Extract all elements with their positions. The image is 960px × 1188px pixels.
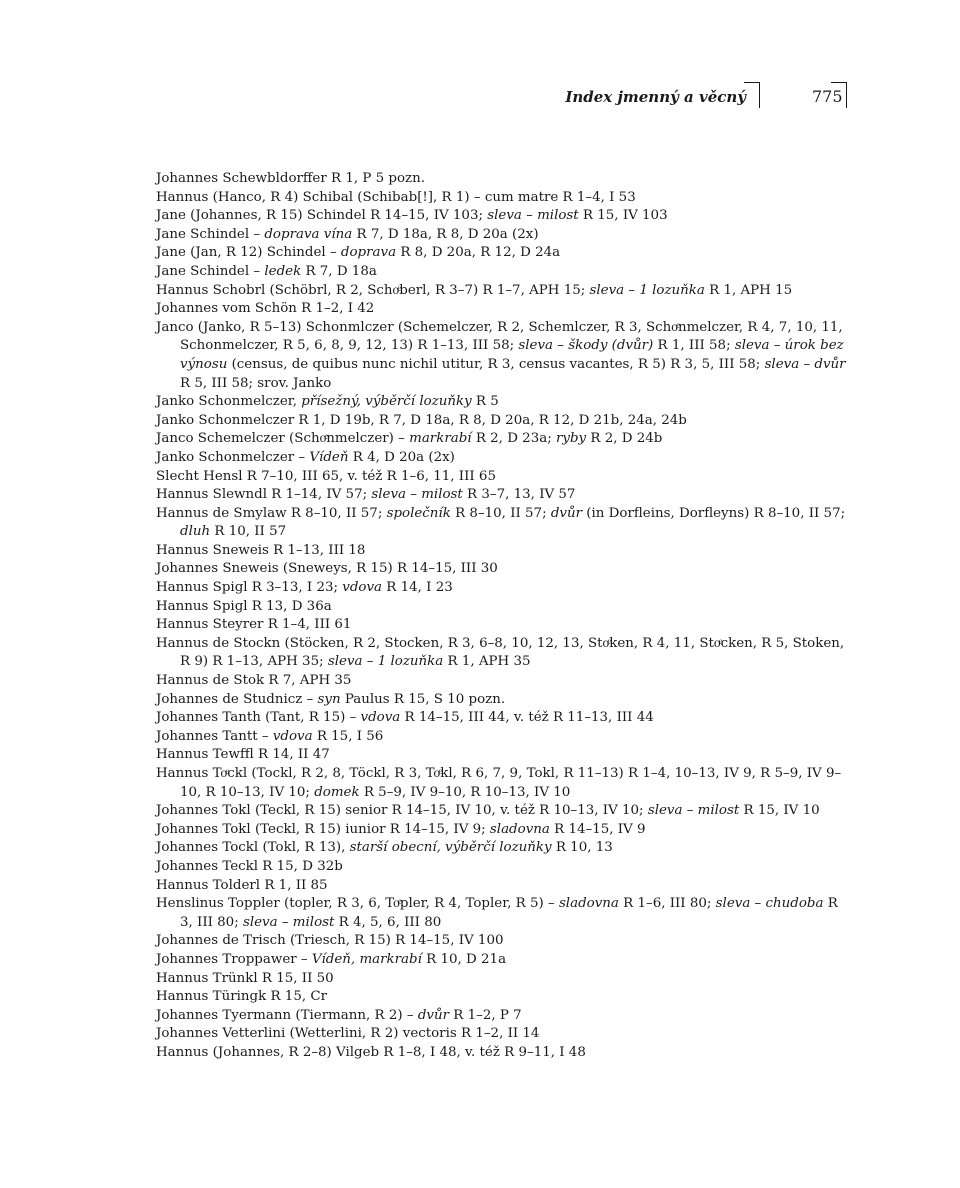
entry-italic-text: sleva – dvůr	[764, 356, 846, 372]
entry-italic-text: sleva – milost	[647, 803, 740, 819]
corner-bracket-icon	[744, 82, 760, 108]
entry-italic-text: sleva – úrok bez výnosu	[180, 338, 844, 372]
entry-italic-text: doprava	[340, 245, 397, 261]
entry-text: Johannes Schewbldorffer R 1, P 5 pozn.	[156, 171, 425, 186]
entry-text: Hannus Toͤckl (Tockl, R 2, 8, Töckl, R 3, Toͤkl, R 6, 7, 9, Tokl, R 11–13) R 1–4, 10–13, IV 9, R 5–9, IV 9–10, R 10–13, IV 10;	[156, 766, 842, 800]
entry-text: Janco Schemelczer (Schoͤnmelczer) –	[156, 431, 410, 447]
entry-text: Johannes Troppawer –	[156, 951, 312, 967]
entry-text: R 1–6, III 80;	[618, 896, 716, 912]
entry-text: Hannus (Johannes, R 2–8) Vilgeb R 1–8, I 48, v. též R 9–11, I 48	[156, 1044, 586, 1060]
entry-italic-text: sleva – milost	[242, 914, 335, 930]
entry-text: Hannus Trünkl R 15, II 50	[156, 970, 334, 986]
entry-italic-text: sleva – milost	[487, 208, 579, 224]
entry-text: Hannus Sneweis R 1–13, III 18	[156, 542, 366, 558]
entry-text: R 15, IV 103	[578, 208, 668, 224]
entry-text: R 15, IV 10	[739, 803, 820, 819]
entry-text: R 4, 5, 6, III 80	[334, 914, 442, 930]
entry-text: Jane (Jan, R 12) Schindel –	[156, 245, 341, 261]
entry-text: R 5–9, IV 9–10, R 10–13, IV 10	[359, 784, 571, 800]
entry-italic-text: vdova	[342, 580, 383, 596]
entry-text: R 14–15, III 44, v. též R 11–13, III 44	[400, 710, 654, 726]
index-entry	[156, 579, 849, 598]
entry-text: (census, de quibus nunc nichil utitur, R 3, census vacantes, R 5) R 3, 5, III 58;	[227, 356, 765, 372]
index-entry	[156, 895, 849, 932]
index-entry	[156, 505, 849, 542]
index-entry	[156, 821, 849, 840]
entry-text: Hannus de Smylaw R 8–10, II 57;	[156, 505, 387, 521]
entry-italic-text: syn	[317, 691, 341, 707]
index-entry	[156, 449, 849, 468]
entry-italic-text: sleva – 1 lozuňka	[589, 282, 705, 298]
entry-text: R 1, APH 35	[443, 654, 531, 670]
entry-text: Janco (Janko, R 5–13) Schonmlczer (Schemelczer, R 2, Schemlczer, R 3, Schoͤnmelczer, R 4, 7, 10, 11, Schonmelczer, R 5, 6, 8, 9, 12, 13) R 1–13, III 58;	[156, 319, 843, 354]
index-entry	[156, 170, 849, 189]
entry-text: Hannus Türingk R 15, Cr	[156, 989, 328, 1005]
index-entry	[156, 598, 849, 617]
entry-italic-text: sleva – škody (dvůr)	[518, 338, 654, 354]
entry-text: Hannus (Hanco, R 4) Schibal (Schibab[!], R 1) – cum matre R 1–4, I 53	[156, 189, 636, 205]
entry-italic-text: sleva – chudoba	[715, 896, 824, 912]
index-entry	[156, 635, 849, 672]
entry-italic-text: dvůr	[417, 1007, 450, 1023]
entry-text: Johannes de Trisch (Triesch, R 15) R 14–15, IV 100	[156, 933, 504, 949]
page-number: 775	[812, 87, 843, 106]
index-entry	[156, 802, 849, 821]
index-entry	[156, 858, 849, 877]
entry-text: R 7, D 18a	[301, 263, 377, 279]
entry-text: Jane Schindel –	[156, 226, 265, 242]
index-entry	[156, 244, 849, 263]
index-entry	[156, 932, 849, 951]
entry-text: Johannes Tanth (Tant, R 15) –	[156, 710, 361, 726]
entry-text: Hannus Tewffl R 14, II 47	[156, 747, 330, 763]
entry-text: Jane (Johannes, R 15) Schindel R 14–15, IV 103;	[156, 208, 488, 224]
entry-text: Johannes Tokl (Teckl, R 15) senior R 14–15, IV 10, v. též R 10–13, IV 10;	[156, 803, 648, 819]
entry-text: Johannes Tockl (Tokl, R 13),	[156, 840, 350, 856]
entry-italic-text: dluh	[180, 524, 211, 540]
entry-text: (in Dorfleins, Dorfleyns) R 8–10, II 57;	[582, 505, 846, 521]
index-entry	[156, 1025, 849, 1044]
index-entry	[156, 412, 849, 431]
entry-text: R 1–2, P 7	[449, 1007, 522, 1023]
page-header	[0, 80, 960, 110]
entry-text: R 3, III 80;	[180, 896, 838, 930]
entry-text: R 3–7, 13, IV 57	[462, 487, 576, 503]
index-entry	[156, 970, 849, 989]
index-entry	[156, 486, 849, 505]
index-entry	[156, 728, 849, 747]
index-entry	[156, 560, 849, 579]
index-entry	[156, 300, 849, 319]
entry-text: R 14, I 23	[382, 580, 453, 596]
entry-italic-text: ryby	[555, 431, 587, 447]
entry-text: Johannes Sneweis (Sneweys, R 15) R 14–15, III 30	[156, 561, 498, 577]
entry-italic-text: doprava vína	[264, 226, 353, 242]
entry-text: Janko Schonmelczer R 1, D 19b, R 7, D 18a, R 8, D 20a, R 12, D 21b, 24a, 24b	[156, 412, 687, 428]
index-entry	[156, 319, 849, 393]
entry-text: Jane Schindel –	[156, 263, 265, 279]
entry-text: Johannes Vetterlini (Wetterlini, R 2) vectoris R 1–2, II 14	[156, 1026, 540, 1042]
entry-text: R 1, APH 15	[704, 282, 793, 298]
index-entry	[156, 1007, 849, 1026]
running-title: Index jmenný a věcný	[565, 88, 746, 106]
entry-italic-text: starší obecní, výběrčí lozuňky	[349, 840, 552, 856]
index-entry	[156, 616, 849, 635]
index-entry	[156, 691, 849, 710]
entry-text: R 8–10, II 57;	[450, 505, 551, 521]
index-entry	[156, 207, 849, 226]
entry-text: R 15, I 56	[312, 728, 384, 744]
entry-text: Hannus Spigl R 3–13, I 23;	[156, 580, 343, 596]
entry-text: Hannus Schobrl (Schöbrl, R 2, Schoͤberl, R 3–7) R 1–7, APH 15;	[156, 282, 590, 298]
entry-text: Hannus Tolderl R 1, II 85	[156, 877, 328, 893]
index-entry	[156, 226, 849, 245]
entry-text: Johannes de Studnicz –	[156, 691, 318, 707]
entry-text: R 1, III 58;	[653, 338, 735, 354]
index-entry	[156, 839, 849, 858]
entry-text: Hannus de Stockn (Stöcken, R 2, Stocken, R 3, 6–8, 10, 12, 13, Stoͤken, R 4, 11, Stoͤcken, R 5, Stoken, R 9) R 1–13, APH 35;	[156, 635, 845, 670]
entry-text: Hannus Spigl R 13, D 36a	[156, 598, 332, 614]
entry-text: R 2, D 23a;	[471, 431, 556, 447]
entry-text: R 8, D 20a, R 12, D 24a	[396, 245, 561, 261]
entry-text: R 10, II 57	[210, 524, 287, 540]
entry-text: Johannes Teckl R 15, D 32b	[156, 858, 343, 874]
index-entry	[156, 988, 849, 1007]
index-entry	[156, 468, 849, 487]
entry-italic-text: přísežný, výběrčí lozuňky	[301, 394, 472, 410]
entry-italic-text: sleva – 1 lozuňka	[327, 654, 444, 670]
index-entry	[156, 282, 849, 301]
index-entry	[156, 263, 849, 282]
index-entry	[156, 877, 849, 896]
entry-text: R 10, 13	[551, 840, 613, 856]
entry-text: R 10, D 21a	[421, 951, 507, 967]
index-entry	[156, 189, 849, 208]
index-entry	[156, 746, 849, 765]
entry-text: Janko Schonmelczer –	[156, 449, 310, 465]
entry-italic-text: Vídeň, markrabí	[311, 951, 422, 967]
entry-text: Johannes Tokl (Teckl, R 15) iunior R 14–15, IV 9;	[156, 821, 490, 837]
index-entry	[156, 709, 849, 728]
name-index-list	[156, 170, 849, 1063]
entry-text: Hannus de Stok R 7, APH 35	[156, 673, 352, 689]
entry-text: Hannus Steyrer R 1–4, III 61	[156, 617, 352, 633]
entry-italic-text: Vídeň	[309, 449, 349, 465]
entry-text: R 5	[471, 394, 499, 410]
entry-italic-text: sleva – milost	[371, 487, 463, 503]
index-entry	[156, 393, 849, 412]
entry-text: R 2, D 24b	[586, 431, 663, 447]
index-entry	[156, 951, 849, 970]
entry-italic-text: vdova	[272, 728, 313, 744]
entry-italic-text: vdova	[360, 710, 401, 726]
entry-text: Janko Schonmelczer,	[156, 394, 302, 410]
entry-text: Hannus Slewndl R 1–14, IV 57;	[156, 487, 372, 503]
entry-italic-text: společník	[386, 505, 451, 521]
entry-italic-text: sladovna	[489, 821, 550, 837]
entry-text: Johannes Tyermann (Tiermann, R 2) –	[156, 1007, 418, 1023]
index-entry	[156, 765, 849, 802]
entry-italic-text: dvůr	[550, 505, 583, 521]
entry-text: R 7, D 18a, R 8, D 20a (2x)	[352, 226, 539, 242]
entry-italic-text: ledek	[264, 263, 302, 279]
index-entry	[156, 430, 849, 449]
entry-text: Henslinus Toppler (topler, R 3, 6, Toͤpler, R 4, Topler, R 5) –	[156, 896, 559, 912]
entry-text: R 14–15, IV 9	[549, 821, 646, 837]
entry-text: R 5, III 58; srov. Janko	[180, 375, 332, 391]
entry-text: Johannes Tantt –	[156, 728, 273, 744]
index-entry	[156, 1044, 849, 1063]
index-entry	[156, 672, 849, 691]
entry-text: Johannes vom Schön R 1–2, I 42	[156, 301, 375, 317]
entry-text: Slecht Hensl R 7–10, III 65, v. též R 1–6, 11, III 65	[156, 468, 496, 484]
index-entry	[156, 542, 849, 561]
entry-italic-text: markrabí	[409, 431, 472, 447]
entry-text: R 4, D 20a (2x)	[348, 449, 455, 465]
entry-italic-text: domek	[314, 784, 360, 800]
entry-italic-text: sladovna	[558, 896, 619, 912]
corner-bracket-icon	[831, 82, 847, 108]
entry-text: Paulus R 15, S 10 pozn.	[340, 691, 506, 707]
